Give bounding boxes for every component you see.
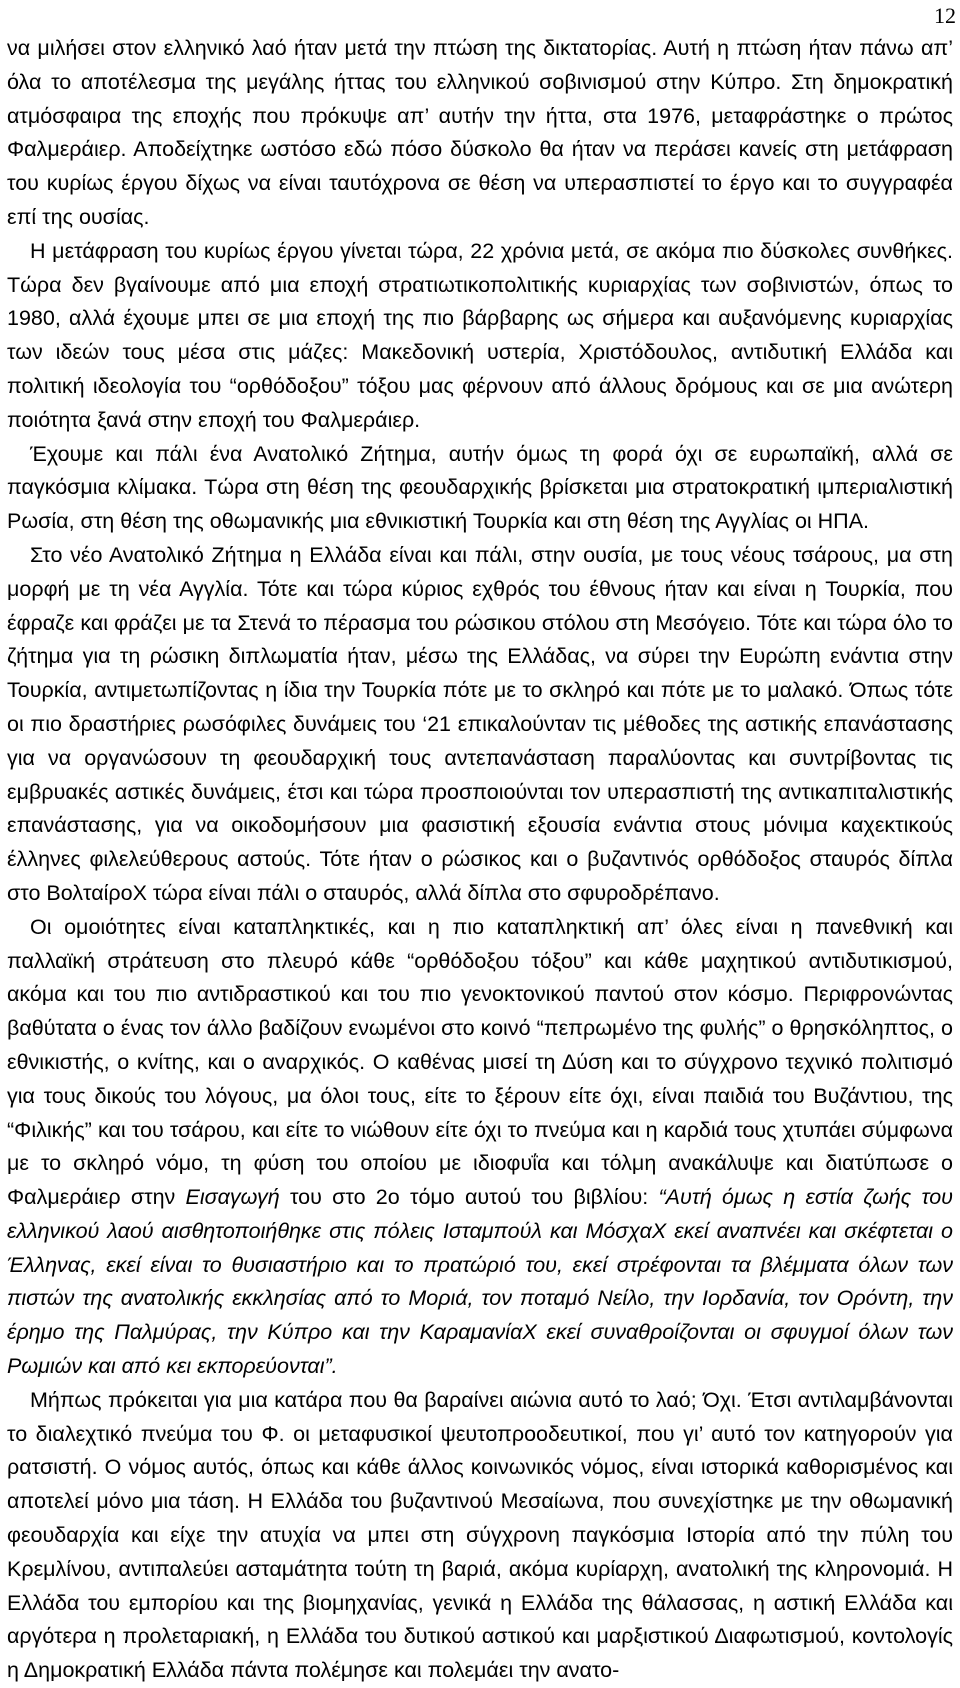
text-run: Έχουμε και πάλι ένα Ανατολικό Ζήτημα, αυτήν όμως τη φορά όχι σε ευρωπαϊκή, αλλά σε παγκόσμια κλίμακα. Τώρα στη θέση της φεουδαρχικής βρίσκεται μια στρατοκρατική ιμπεριαλιστική Ρωσία, στη θέση της οθωμανικής μια εθνικιστική Τουρκία και στη θέση της Αγγλίας οι ΗΠΑ.: [7, 441, 953, 534]
text-run: Η μετάφραση του κυρίως έργου γίνεται τώρα, 22 χρόνια μετά, σε ακόμα πιο δύσκολες συνθήκες. Τώρα δεν βγαίνουμε από μια εποχή στρατιωτικοπολιτικής κυριαρχίας των σοβινιστών, όπως το 1980, αλλά έχουμε μπει σε μια εποχή της πιο βάρβαρης ως σήμερα και αυξανόμενης κυριαρχίας των ιδεών τους μέσα στις μάζες: Μακεδονική υστερία, Χριστόδουλος, αντιδυτική Ελλάδα και πολιτική ιδεολογία του “ορθόδοξου” τόξου μας φέρνουν από άλλους δρόμους και σε μια ανώτερη ποιότητα ξανά στην εποχή του Φαλμεράιερ.: [7, 238, 953, 432]
paragraph: [7, 32, 953, 235]
italic-text-run: Εισαγωγή: [185, 1185, 280, 1210]
text-run: να μιλήσει στον ελληνικό λαό ήταν μετά την πτώση της δικτατορίας. Αυτή η πτώση ήταν πάνω απ’ όλα το αποτέλεσμα της μεγάλης ήττας του ελληνικού σοβινισμού στην Κύπρο. Στη δημοκρατική ατμόσφαιρα της εποχής που πρόκυψε απ’ αυτήν την ήττα, στα 1976, μεταφράστηκε ο πρώτος Φαλμεράιερ. Αποδείχτηκε ωστόσο εδώ πόσο δύσκολο θα ήταν να περάσει κανείς στη μετάφραση του κυρίως έργου δίχως να είναι ταυτόχρονα σε θέση να υπερασπιστεί το έργο και το συγγραφέα επί της ουσίας.: [7, 36, 953, 229]
text-run: του στο 2ο τόμο αυτού του βιβλίου:: [279, 1185, 659, 1210]
paragraph: [7, 911, 953, 1384]
paragraph: [7, 438, 953, 539]
text-run: Μήπως πρόκειται για μια κατάρα που θα βαραίνει αιώνια αυτό το λαό; Όχι. Έτσι αντιλαμβάνονται το διαλεχτικό πνεύμα του Φ. οι μεταφυσικοί ψευτοπροοδευτικοί, που γι’ αυτό τον κατηγορούν για ρατσιστή. Ο νόμος αυτός, όπως και κάθε άλλος κοινωνικός νόμος, είναι ιστορικά καθορισμένος και αποτελεί μόνο μια τάση. Η Ελλάδα του βυζαντινού Μεσαίωνα, που συνεχίστηκε με την οθωμανική φεουδαρχία και είχε την ατυχία να μπει στη σύγχρονη παγκόσμια Ιστορία από την πύλη του Κρεμλίνου, αντιπαλεύει ασταμάτητα τούτη τη βαριά, ακόμα κυρίαρχη, ανατολική της κληρονομιά. Η Ελλάδα του εμπορίου και της βιομηχανίας, γενικά η Ελλάδα της θάλασσας, η αστική Ελλάδα και αργότερα η προλεταριακή, η Ελλάδα του δυτικού αστικού και μαρξιστικού Διαφωτισμού, κοντολογίς η Δημοκρατική Ελλάδα πάντα πολέμησε και πολεμάει την ανατο-: [7, 1387, 953, 1683]
paragraph: [7, 235, 953, 438]
paragraph: [7, 1384, 953, 1688]
italic-text-run: “Αυτή όμως η εστία ζωής του ελληνικού λαού αισθητοποιήθηκε στις πόλεις Ισταμπούλ και ΜόσχαΧ εκεί αναπνέει και σκέφτεται ο Έλληνας, εκεί είναι το θυσιαστήριο και το πρατώριό του, εκεί στρέφονται τα βλέμματα όλων των πιστών της ανατολικής εκκλησίας από το Μοριά, τον ποταμό Νείλο, την Ιορδανία, τον Ορόντη, την έρημο της Παλμύρας, την Κύπρο και την ΚαραμανίαΧ εκεί συναθροίζονται οι σφυγμοί όλων των Ρωμιών και από κει εκπορεύονται”.: [7, 1185, 953, 1379]
page-number: 12: [934, 3, 956, 28]
text-run: Στο νέο Ανατολικό Ζήτημα η Ελλάδα είναι και πάλι, στην ουσία, με τους νέους τσάρους, μα στη μορφή με τη νέα Αγγλία. Τότε και τώρα κύριος εχθρός του έθνους ήταν και είναι η Τουρκία, που έφραζε και φράζει με τα Στενά το πέρασμα του ρώσικου στόλου στη Μεσόγειο. Τότε και τώρα όλο το ζήτημα για τη ρώσικη διπλωματία ήταν, μέσω της Ελλάδας, να σύρει την Ευρώπη ενάντια στην Τουρκία, αντιμετωπίζοντας η ίδια την Τουρκία πότε με το σκληρό και πότε με το μαλακό. Όπως τότε οι πιο δραστήριες ρωσόφιλες δυνάμεις του ‘21 επικαλούνταν τις μέθοδες της αστικής επανάστασης για να οργανώσουν τη φεουδαρχική τους αντεπανάσταση παραλύοντας και συντρίβοντας τις εμβρυακές αστικές δυνάμεις, έτσι και τώρα προσποιούνται τον υπερασπιστή της αντικαπιταλιστικής επανάστασης, για να οικοδομήσουν μια φασιστική εξουσία ενάντια στους μόνιμα καχεκτικούς έλληνες φιλελεύθερους αστούς. Τότε ήταν ο ρώσικος και ο βυζαντινός ορθόδοξος σταυρός δίπλα στο ΒολταίροΧ τώρα είναι πάλι ο σταυρός, αλλά δίπλα στο σφυροδρέπανο.: [7, 542, 953, 905]
body-text: [7, 32, 953, 1688]
paragraph: [7, 539, 953, 911]
text-run: Οι ομοιότητες είναι καταπληκτικές, και η πιο καταπληκτική απ’ όλες είναι η πανεθνική και παλλαϊκή στράτευση στο πλευρό κάθε “ορθόδοξου τόξου” και κάθε μαχητικού αντιδυτικισμού, ακόμα και του πιο αντιδραστικού και του πιο γενοκτονικού παντού στον κόσμο. Περιφρονώντας βαθύτατα ο ένας τον άλλο βαδίζουν ενωμένοι στο κοινό “πεπρωμένο της φυλής” ο θρησκόληπτος, ο εθνικιστής, ο κνίτης, και ο αναρχικός. Ο καθένας μισεί τη Δύση και το σύγχρονο τεχνικό πολιτισμό για τους δικούς του λόγους, μα όλοι τους, είτε το ξέρουν είτε όχι, είναι παιδιά του Βυζάντιου, της “Φιλικής” και του τσάρου, και είτε το νιώθουν είτε όχι το πνεύμα και η καρδιά τους χτυπάει σύμφωνα με το σκληρό νόμο, τη φύση του οποίου με ιδιοφυΐα και τόλμη ανακάλυψε και διατύπωσε ο Φαλμεράιερ στην: [7, 914, 953, 1210]
